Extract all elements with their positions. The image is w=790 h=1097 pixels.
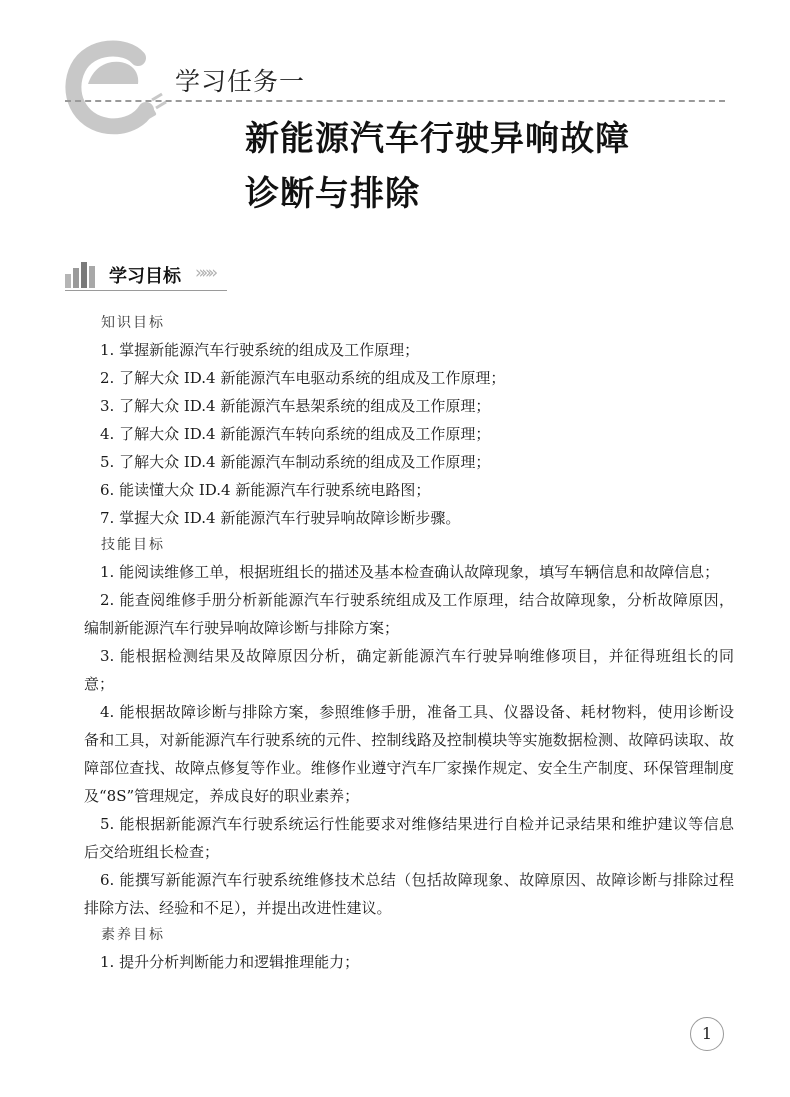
bar-chart-icon <box>65 260 99 288</box>
skills-item: 6. 能撰写新能源汽车行驶系统维修技术总结（包括故障现象、故障原因、故障诊断与排除过程排除方法、经验和不足），并提出改进性建议。 <box>84 871 734 917</box>
skills-item: 2. 能查阅维修手册分析新能源汽车行驶系统组成及工作原理，结合故障现象，分析故障原因，编制新能源汽车行驶异响故障诊断与排除方案； <box>84 591 734 637</box>
knowledge-item: 1. 掌握新能源汽车行驶系统的组成及工作原理； <box>100 341 420 359</box>
knowledge-heading: 知识目标 <box>101 315 165 331</box>
knowledge-item: 2. 了解大众 ID.4 新能源汽车电驱动系统的组成及工作原理； <box>100 369 506 387</box>
knowledge-item: 5. 了解大众 ID.4 新能源汽车制动系统的组成及工作原理； <box>100 453 491 471</box>
e-plug-logo-icon <box>60 38 170 138</box>
page-title <box>245 112 630 222</box>
skills-item: 4. 能根据故障诊断与排除方案，参照维修手册，准备工具、仪器设备、耗材物料，使用诊断设备和工具，对新能源汽车行驶系统的元件、控制线路及控制模块等实施数据检测、故障码读取、故障部位查找、故障点修复等作业。维修作业遵守汽车厂家操作规定、安全生产制度、环保管理制度及“8S”管理规定，养成良好的职业素养； <box>84 703 734 805</box>
knowledge-item: 3. 了解大众 ID.4 新能源汽车悬架系统的组成及工作原理； <box>100 397 491 415</box>
knowledge-item: 4. 了解大众 ID.4 新能源汽车转向系统的组成及工作原理； <box>100 425 491 443</box>
skills-item: 1. 能阅读维修工单，根据班组长的描述及基本检查确认故障现象，填写车辆信息和故障信息； <box>100 563 720 581</box>
skills-item: 3. 能根据检测结果及故障原因分析，确定新能源汽车行驶异响维修项目，并征得班组长的同意； <box>84 647 734 693</box>
page-number: 1 <box>690 1017 724 1051</box>
title-line-1: 新能源汽车行驶异响故障 <box>245 119 630 159</box>
literacy-heading: 素养目标 <box>101 927 165 943</box>
task-label: 学习任务一 <box>175 67 306 96</box>
knowledge-item: 7. 掌握大众 ID.4 新能源汽车行驶异响故障诊断步骤。 <box>100 509 461 527</box>
section-title: 学习目标 <box>109 266 181 287</box>
section-heading <box>65 258 227 292</box>
header-dashed-divider <box>65 100 725 102</box>
section-underline <box>65 290 227 291</box>
title-line-2: 诊断与排除 <box>245 174 420 214</box>
literacy-item: 1. 提升分析判断能力和逻辑推理能力； <box>100 953 360 971</box>
knowledge-item: 6. 能读懂大众 ID.4 新能源汽车行驶系统电路图； <box>100 481 431 499</box>
skills-item: 5. 能根据新能源汽车行驶系统运行性能要求对维修结果进行自检并记录结果和维护建议等信息后交给班组长检查； <box>84 815 734 861</box>
objectives-content <box>84 310 734 976</box>
skills-heading: 技能目标 <box>101 537 165 553</box>
chevrons-icon: »»» <box>195 263 215 283</box>
